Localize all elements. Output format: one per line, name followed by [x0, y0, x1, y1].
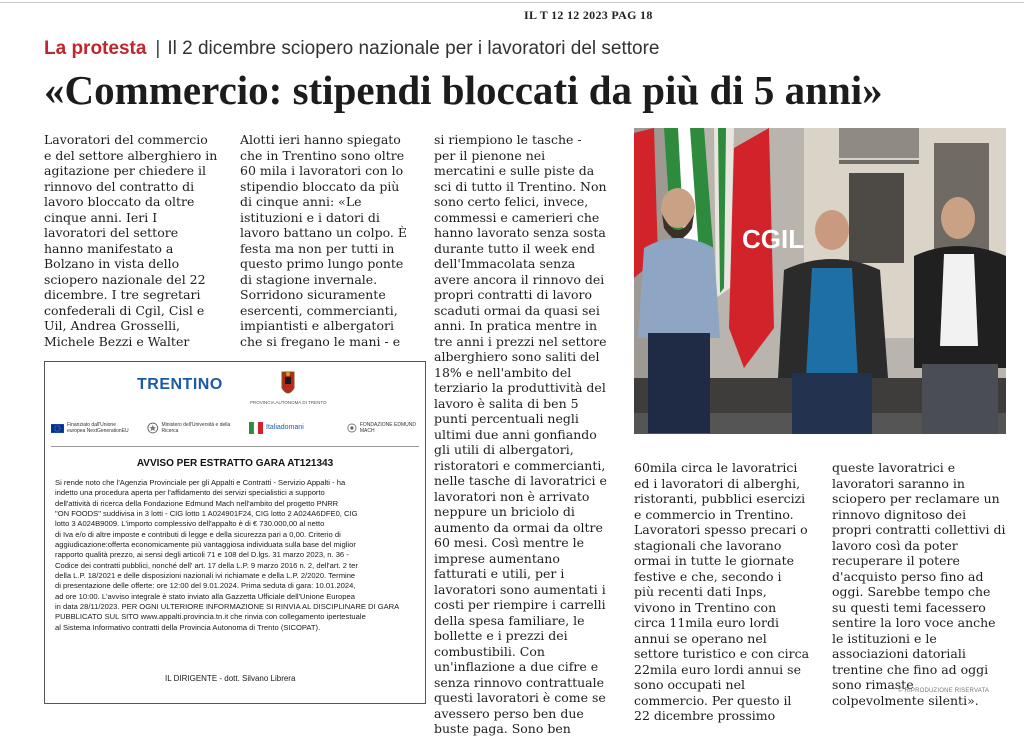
kicker-label: La protesta: [44, 38, 147, 59]
fem-logo: [347, 415, 419, 441]
page-info: IL T 12 12 2023 PAG 18: [524, 8, 653, 22]
article-photo: [634, 128, 1006, 434]
italian-flag-icon: [249, 422, 263, 434]
photo-illustration: [634, 128, 1006, 434]
trentino-logo: TRENTINO: [137, 376, 223, 393]
article-column-3: si riempiono le tasche - per il pienone nei mercatini e sulle piste da sci di tutto il Trentino. Non sono certo felici, invece, commessi e camerieri che hanno lavorato senza sosta durante tutto il week end dell'Immacolata senza avere ancora il rinnovo dei propri contratti di lavoro scaduti ormai da quasi sei anni. In pratica mentre in tre anni i prezzi nel settore alberghiero sono saliti del 18% e nell'ambito del terziario la produttività del lavoro è salita di ben 5 punti percentuali negli ultimi due anni gonfiando gli utili di albergatori, ristoratori e commercianti, nelle tasche di lavoratrici e lavoratori non è arrivato neppure un briciolo di aumento da ormai da oltre 60 mesi. Così mentre le imprese aumentano fatturati e utili, per i lavoratori sono aumentati i costi per riempire i carrelli della spesa familiare, le bollette e i prezzi dei combustibili. Con un'inflazione a due cifre e senza rinnovo contrattuale questi lavoratori è come se avessero perso ben due buste paga. Sono ben: [434, 132, 607, 736]
ad-signature: IL DIRIGENTE - dott. Silvano Librera: [165, 674, 296, 683]
ad-divider: [51, 446, 419, 447]
kicker-separator: |: [155, 38, 161, 59]
ministry-label: Ministero dell'Università e della Ricerca: [161, 422, 231, 434]
ad-body: Si rende noto che l'Agenzia Provinciale per gli Appalti e Contratti - Servizio Appalti - ha indetto una procedura aperta per l'affidamento dei servizi specialistici a supporto dell'attività di ricerca della Fondazione Edmund Mach nell'ambito del progetto PNRR "ON FOODS" suddivisa in 3 lotti - CIG lotto 1 A024901F24, CIG lotto 2 A024A6DFE0, CIG lotto 3 A024B9009. L'importo complessivo dell'appalto è di € 730.000,00 al netto di Iva e/o di altre imposte e contributi di legge e della sicurezza pari a 0,00. Criterio di aggiudicazione:offerta economicamente più vantaggiosa individuata sulla base del miglior rapporto qualità prezzo, ai sensi degli articoli 71 e 108 del D.lgs. 31 marzo 2023, n. 36 - Codice dei contratti pubblici, nonché dell' art. 17 della L.P. 9 marzo 2016 n. 2, dell'art. 2 ter della L.P. 18/2021 e delle disposizioni nazionali ivi richiamate e della L.P. 2/2020. Termine di presentazione delle offerte: ore 12:00 del 9.01.2024. Prima seduta di gara: 10.01.2024, ad ore 10:00. L'avviso integrale è stato inviato alla Gazzetta Ufficiale dell'Unione Europea in data 28/11/2023. PER OGNI ULTERIORE INFORMAZIONE SI RINVIA AL DISCIPLINARE DI GARA PUBBLICATO SUL SITO www.appalti.provincia.tn.it che rinvia con collegamento ipertestuale al Sistema Informativo contratti della Provincia Autonoma di Trento (SICOPAT).: [55, 478, 400, 632]
province-crest-icon: [270, 370, 306, 400]
italiadomani-logo: [249, 415, 333, 441]
ad-title: AVVISO PER ESTRATTO GARA AT121343: [136, 458, 334, 469]
article-column-2: Alotti ieri hanno spiegato che in Trentino sono oltre 60 mila i lavoratori con lo stipendio bloccato da più di cinque anni: «Le istituzioni e i datori di lavoro battano un colpo. È festa ma non per tutti in questo primo lungo ponte di stagione invernale. Sorridono sicuramente esercenti, commercianti, impiantisti e albergatori che si fregano le mani - e: [240, 132, 407, 349]
funding-logos: [51, 415, 419, 441]
article-column-4: 60mila circa le lavoratrici ed i lavoratori di alberghi, ristoranti, pubblici esercizi e commercio in Trentino. Lavoratori spesso precari o stagionali che lavorano ormai in tutte le giornate festive e che, secondo i più recenti dati Inps, vivono in Trentino con circa 11mila euro lordi annui se operano nel settore turistico e con circa 22mila euro lordi annui se sono occupati nel commercio. Per questo il 22 dicembre prossimo: [634, 460, 810, 723]
article-column-1: Lavoratori del commercio e del settore alberghiero in agitazione per chiedere il rinnovo del contratto di lavoro bloccato da oltre cinque anni. Ieri I lavoratori del settore hanno manifestato a Bolzano in vista dello sciopero nazionale del 22 dicembre. I tre segretari confederali di Cgil, Cisl e Uil, Andrea Grosselli, Michele Bezzi e Walter: [44, 132, 218, 349]
ministry-logo: [147, 415, 233, 441]
italiadomani-label: Italiadomani: [266, 424, 304, 431]
eu-funding-logo: [51, 415, 133, 441]
article-column-5: queste lavoratrici e lavoratori saranno in sciopero per reclamare un rinnovo dignitoso dei propri contratti collettivi di lavoro così da poter recuperare il potere d'acquisto perso fino ad oggi. Sarebbe tempo che su questi temi facessero sentire la loro voce anche le istituzioni e le associazioni datoriali trentine che fino ad oggi sono rimaste colpevolmente silenti».: [832, 460, 1006, 708]
crest-label: PROVINCIA AUTONOMA DI TRENTO: [250, 400, 327, 405]
kicker: [44, 38, 660, 60]
headline: «Commercio: stipendi bloccati da più di 5 anni»: [44, 67, 883, 113]
fem-label: FONDAZIONE EDMUND MACH: [359, 422, 416, 434]
republic-emblem-icon: [147, 421, 159, 435]
eu-funding-label: Finanziato dall'Unione europea NextGenerationEU: [66, 422, 129, 434]
kicker-subtitle: Il 2 dicembre sciopero nazionale per i lavoratori del settore: [167, 38, 660, 59]
top-rule: [0, 0, 1024, 12]
svg-text:CGIL: CGIL: [742, 224, 805, 254]
fem-emblem-icon: [347, 422, 357, 434]
copyright-notice: © RIPRODUZIONE RISERVATA: [898, 688, 990, 694]
eu-flag-icon: [51, 421, 64, 436]
tender-notice-ad: [44, 361, 426, 704]
